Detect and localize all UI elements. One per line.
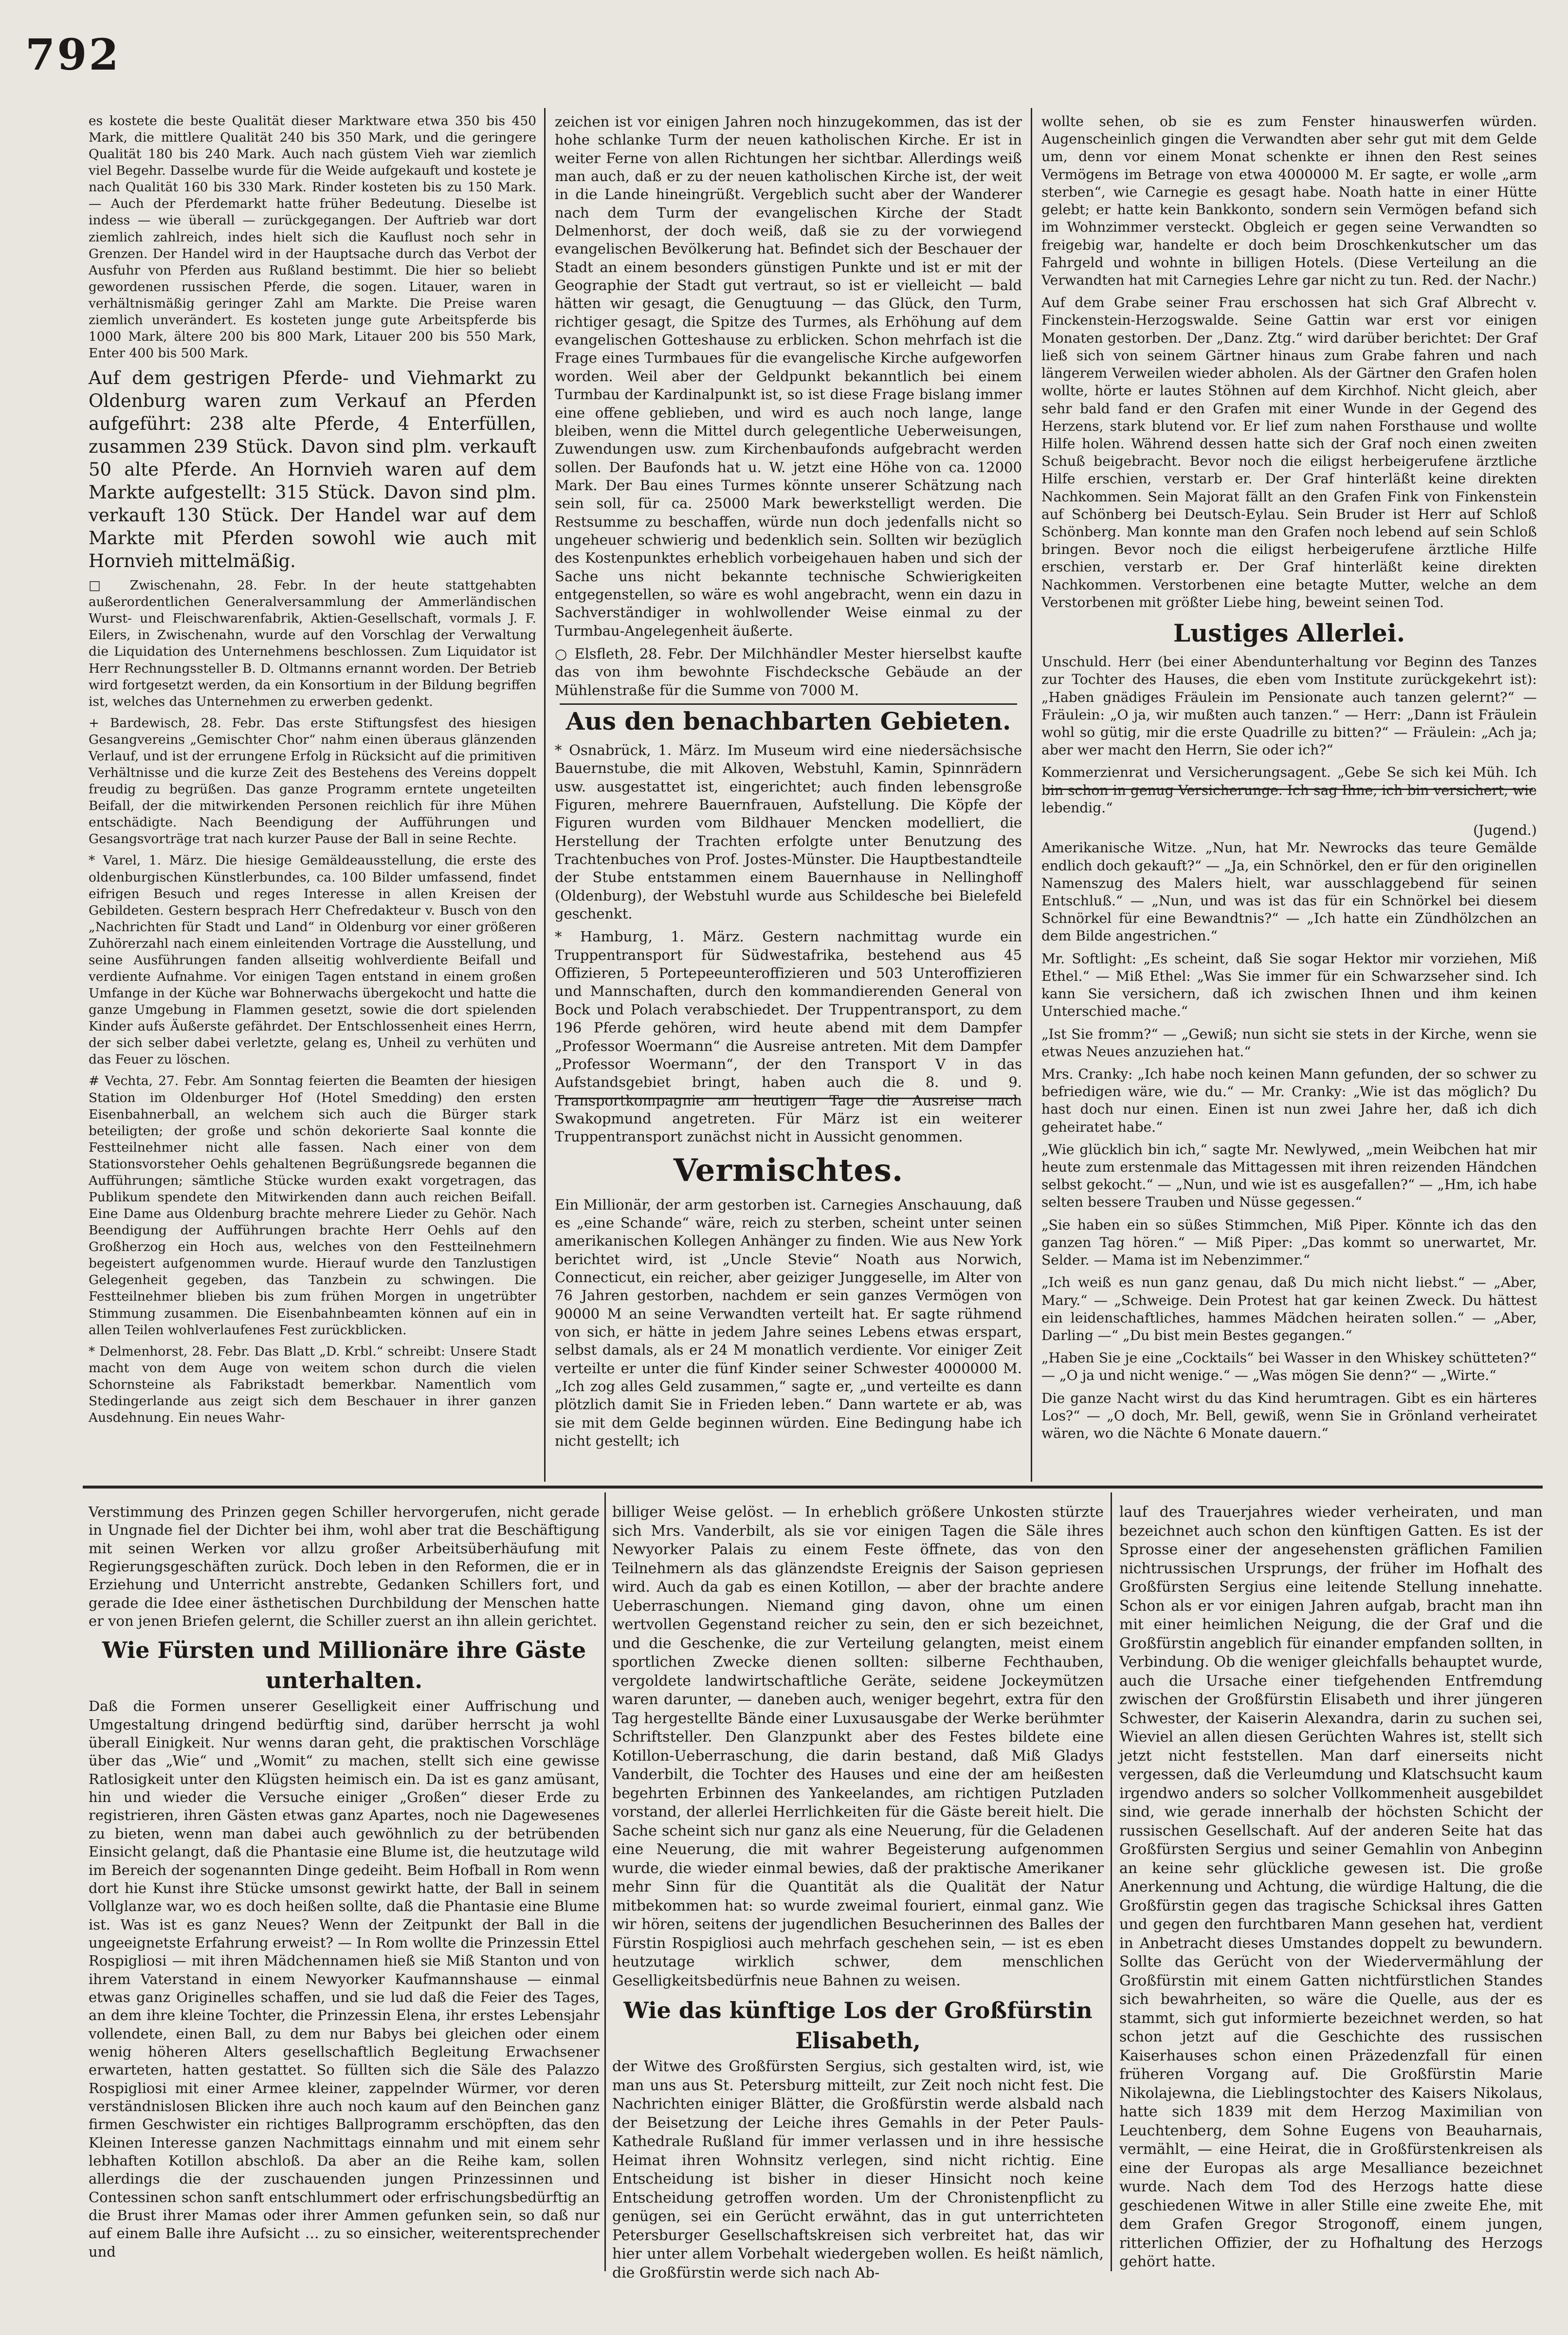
joke-american-1: Amerikanische Witze. „Nun, hat Mr. Newrocks das teure Gemälde endlich doch gekauft?“ — „Ja, ein Schnörkel, den er für den originellen Namenszug des Malers hielt, war ausschlaggebend für seinen Entschluß.“ — „Nun, und was ist das für ein Schnörkel bei diesem Schnörkel für eine Bewandtnis?“ — „Ich hatte ein Zündhölzchen an dem Bilde angestrichen.“: [1041, 840, 1537, 944]
joke-american-3: „Ist Sie fromm?“ — „Gewiß; nun sicht sie stets in der Kirche, wenn sie etwas Neues anzuziehen hat.“: [1041, 1026, 1537, 1060]
millionaire-continued: wollte sehen, ob sie es zum Fenster hinauswerfen würden. Augenscheinlich gingen die Verwandten aber sehr gut mit dem Gelde um, denn vor einem Monat schenkte er ihnen den Rest seines Vermögens im Betrage von etwa 4000000 M. Er sagte, er wolle „arm sterben“, wie Carnegie es gesagt habe. Noath hatte in einer Hütte gelebt; er hatte kein Bankkonto, sondern sein Vermögen befand sich im Wohnzimmer versteckt. Obgleich er gegen seine Verwandten so freigebig war, handelte er doch beim Droschkenkutscher um das Fahrgeld und wohnte in billigen Hotels. (Diese Verteilung an die Verwandten hat mit Carnegies Lehre gar nicht zu tun. Red. der Nachr.): [1041, 113, 1537, 288]
grand-duchess-continued: lauf des Trauerjahres wieder verheiraten, und man bezeichnet auch schon den künftigen Gatten. Es ist der Sprosse einer der angesehensten gräflichen Familien nichtrussischen Ursprungs, der früher im Hofhalt des Großfürsten Sergius eine leitende Stellung innehatte. Schon als er vor einigen Jahren aufgab, bracht man ihn mit einer heimlichen Neigung, die der Graf und die Großfürstin angeblich für einander empfanden sollten, in Verbindung. Ob die weniger gleichfalls behauptet wurde, auch die Ursache einer tiefgehenden Entfremdung zwischen der Großfürstin Elisabeth und ihrer jüngeren Schwester, der Kaiserin Alexandra, darin zu suchen sei, Wieviel an allen diesen Gerüchten Wahres ist, stellt sich jetzt nicht feststellen. Man darf einerseits nicht vergessen, daß die Verleumdung und Klatschsucht kaum irgendwo anders so solcher Vollkommenheit ausgebildet sind, wie gerade innerhalb der höchsten Schicht der russischen Gesellschaft. Auf der anderen Seite hat das Großfürsten Sergius und seiner Gemahlin von Anbeginn an keine sehr glückliche gewesen ist. Die große Anerkennung und Achtung, die würdige Haltung, die die Großfürstin gegen das tragische Schicksal ihres Gatten und gegen den furchtbaren Mann gesehen hat, verdient in Anbetracht dieses Umstandes doppelt zu bewundern. Sollte das Gerücht von der Wiedervermählung der Großfürstin mit einem Gatten nichtfürstlichen Standes sich bewahrheiten, so wäre die Quelle, aus der es stammt, sich gut informierte bezeichnet werden, so hat schon jetzt auf die Geschichte des russischen Kaiserhauses schon einen Präzedenzfall für einen früheren Vorgang auf. Die Großfürstin Marie Nikolajewna, die Lieblingstochter des Kaisers Nikolaus, hatte sich 1839 mit dem Herzog Maximilian von Leuchtenberg, dem Sohne Eugens von Beauharnais, vermählt, — eine Heirat, die in Großfürstenkreisen als eine der Europas als arge Mesalliance bezeichnet wurde. Nach dem Tod des Herzogs hatte diese geschiedenen Witwe in aller Stille eine zweite Ehe, mit dem Grafen Gregor Strogonoff, einem jungen, ritterlichen Offizier, der zu Hofhaltung des Herzogs gehört hatte.: [1119, 1504, 1543, 2270]
varel-article: * Varel, 1. März. Die hiesige Gemäldeausstellung, die erste des oldenburgischen Künstlerbundes, ca. 100 Bilder umfassend, findet eifrigen Besuch und reges Interesse in allen Kreisen der Gebildeten. Gestern besprach Herr Chefredakteur v. Busch von den „Nachrichten für Stadt und Land“ in Oldenburg vor einer größeren Zuhörerzahl nach einem einleitenden Vortrage die Ausstellung, und seine Ausführungen fanden allseitig wohlverdiente Beifall und verdiente Aufnahme. Vor einigen Tagen entstand in einem großen Umfange in der Küche war Bohnerwachs übergekocht und hatte die ganze Umgebung in Flammen gesetzt, sowie die dort spielenden Kinder aufs Äußerste gefährdet. Der Entschlossenheit eines Herrn, der sich selber dabei verletzte, gelang es, Unheil zu verhüten und das Feuer zu löschen.: [89, 853, 536, 1067]
elsfleth-article: ○ Elsfleth, 28. Febr. Der Milchhändler Mester hierselbst kaufte das von ihm bewohnte Fischdecksche Gebäude an der Mühlenstraße für die Summe von 7000 M.: [555, 645, 1022, 699]
heading-grand-duchess: Wie das künftige Los der Großfürstin Elisabeth,: [623, 1997, 1093, 2054]
section-heading-miscellaneous: Vermischtes.: [673, 1152, 904, 1189]
bottom-column-2: [612, 1503, 1104, 2287]
joke-source: (Jugend.): [1473, 822, 1537, 839]
joke-american-9: Die ganze Nacht wirst du das Kind herumtragen. Gibt es ein härteres Los?“ — „O doch, Mr. Bell, gewiß, wenn Sie in Grönland verheiratet wären, wo die Nächte 6 Monate dauern.“: [1041, 1390, 1537, 1442]
joke-american-5: „Wie glücklich bin ich,“ sagte Mr. Newlywed, „mein Weibchen hat mir heute zum erstenmale das Mittagessen mit ihren reizenden Händchen selbst gekocht.“ — „Nun, und wie ist es ausgefallen?“ — „Hm, ich habe selten bessere Trauben und Nüsse gegessen.“: [1041, 1141, 1537, 1211]
column-rule: [544, 108, 546, 1482]
column-1: [89, 113, 536, 1431]
zwischenahn-article: □ Zwischenahn, 28. Febr. In der heute stattgehabten außerordentlichen Generalversammlung der Ammerländischen Wurst- und Fleischwarenfabrik, Aktien-Gesellschaft, vormals J. F. Eilers, in Zwischenahn, wurde auf den Vorschlag der Verwaltung die Liquidation des Unternehmens beschlossen. Zum Liquidator ist Herr Rechnungssteller B. D. Oltmanns ernannt worden. Der Betrieb wird fortgesetzt werden, da ein Konsortium in der Bildung begriffen ist, welches das Unternehmen zu erwerben gedenkt.: [89, 578, 536, 709]
bottom-column-1: [89, 1503, 600, 2266]
page-number: 792: [25, 29, 121, 80]
column-3: [1041, 113, 1537, 1447]
princes-guests-article: Daß die Formen unserer Geselligkeit einer Auffrischung und Umgestaltung dringend bedürftig sind, darüber herrscht ja wohl überall Einigkeit. Nur wenns daran geht, die praktischen Vorschläge über das „Wie“ und „Womit“ zu machen, stellt sich eine gewisse Ratlosigkeit unter den Klügsten heimisch ein. Da ist es ganz amüsant, hin und wieder die Versuche einiger „Großen“ dieser Erde zu registrieren, ihren Gästen etwas ganz Apartes, noch nie Dagewesenes zu bieten, wenn man dabei auch gewöhnlich zu der betrübenden Einsicht gelangt, daß die Phantasie eine Blume ist, die heutzutage wild im Bereich der sogenannten Dinge gedeiht. Beim Hofball in Rom wenn dort hie Kunst ihre Stücke umsonst gewirkt hatte, der Ball in seinem Vollglanze war, wo es doch heißen sollte, daß die Phantasie eine Blume ist. Was ist es ganz Neues? Wenn der Zeitpunkt der Ball in die ungeeignetste Erfahrung erweist? — In Rom wollte die Prinzessin Ettel Rospigliosi — mit ihren Mädchennamen hieß sie Miß Stanton und von ihrem Vaterstand in einem Newyorker Kaufmannshause — einmal etwas ganz Originelles schaffen, und sie lud daß die Feier des Tages, an dem ihre kleine Tochter, die Prinzessin Elena, ihr erstes Lebensjahr vollendete, einen Ball, zu dem nur Babys bei gleichen oder einem wenig höheren Alters gesellschaftlich Begleitung Erwachsener erwarteten, hatten gestattet. So füllten sich die Säle des Palazzo Rospigliosi mit einer Armee kleiner, zappelnder Würmer, vor deren verständnislosen Blicken ihre auch noch kaum auf den Beinchen ganz firmen Geschwister ein richtiges Ballprogramm erschöpften, das den Kleinen Interesse ganzen Nachmittags einnahm und mit einem sehr lebhaften Kotillon abschloß. Da aber an die Reihe kam, sollen allerdings die der zuschauenden jungen Prinzessinnen und Contessinen schon sanft entschlummert oder erfrischungsbedürftig an die Brust ihrer Mamas oder ihrer Ammen gefunken sein, so daß nur auf einem Balle ihre Aufsicht … zu so einsicher, weiterentsprechender und: [89, 1698, 600, 2260]
joke-american-4: Mrs. Cranky: „Ich habe noch keinen Mann gefunden, der so schwer zu befriedigen wäre, wie du.“ — Mr. Cranky: „Wie ist das möglich? Du hast doch nur einen. Einen ist nun zwei Jahre her, daß ich dich geheiratet habe.“: [1041, 1066, 1537, 1135]
oldenburg-market: Auf dem gestrigen Pferde- und Viehmarkt zu Oldenburg waren zum Verkauf an Pferden aufgeführt: 238 alte Pferde, 4 Enterfüllen, zusammen 239 Stück. Davon sind plm. verkauft 50 alte Pferde. An Hornvieh waren auf dem Markte aufgestellt: 315 Stück. Davon sind plm. verkauft 130 Stück. Der Handel war auf dem Markte mit Pferden sowohl wie auch mit Hornvieh mittelmäßig.: [89, 368, 536, 572]
section-rule: [83, 1486, 1543, 1489]
market-report: es kostete die beste Qualität dieser Marktware etwa 350 bis 450 Mark, die mittlere Qualität 240 bis 350 Mark, und die geringere Qualität 180 bis 240 Mark. Auch nach güstem Vieh war ziemlich viel Begehr. Dasselbe wurde für die Weide aufgekauft und kostete je nach Qualität 160 bis 330 Mark. Rinder kosteten bis zu 150 Mark. — Auch der Pferdemarkt hatte früher Bedeutung. Dieselbe ist indess — wie überall — zurückgegangen. Der Auftrieb war dort ziemlich zahlreich, indes hielt sich die Kauflust noch sehr in Grenzen. Der Handel wird in der Hauptsache durch das Verbot der Ausfuhr von Pferden aus Rußland bestimmt. Die hier so beliebt gewordenen russischen Pferde, die sogen. Litauer, waren in verhältnismäßig geringer Zahl am Markte. Die Preise waren ziemlich unverändert. Es kosteten junge gute Arbeitspferde bis 1000 Mark, ältere 200 bis 800 Mark, Litauer 200 bis 550 Mark, Enter 400 bis 500 Mark.: [89, 113, 536, 361]
bottom-column-3: [1119, 1503, 1543, 2277]
column-rule: [1111, 1492, 1112, 2271]
schiller-continued: Verstimmung des Prinzen gegen Schiller hervorgerufen, nicht gerade in Ungnade fiel der Dichter bei ihm, wohl aber trat die Beschäftigung mit seinen Werken vor allzu großer Arbeitsüberhäufung mit Regierungsgeschäften zurück. Doch leben in den Reformen, die er in Erziehung und Unterricht anstrebte, Gedanken Schillers fort, und gerade die Idee einer ästhetischen Durchbildung der Menschen hatte er von jenen Briefen gelernt, die Schiller zuerst an ihn allein gerichtet.: [89, 1504, 600, 1630]
vanderbilt-article: billiger Weise gelöst. — In erheblich größere Unkosten stürzte sich Mrs. Vanderbilt, als sie vor einigen Tagen die Säle ihres Newyorker Palais zu einem Feste öffnete, das von den Teilnehmern als das glänzendste Ereignis der Saison gepriesen wird. Auch da gab es einen Kotillon, — aber der brachte andere Ueberraschungen. Niemand ging davon, ohne um einen wertvollen Gegenstand reicher zu sein, den er sich bezeichnet, und die Geschenke, die zur Verteilung gelangten, meist einem sportlichen Zwecke dienen sollten: silberne Fechthauben, vergoldete landwirtschaftliche Geräte, seidene Jockeymützen waren darunter, — daneben auch, weniger begehrt, extra für den Tag hergestellte Bände einer Luxusausgabe der Werke berühmter Schriftsteller. Den Glanzpunkt aber des Festes bildete eine Kotillon-Ueberraschung, die darin bestand, daß Miß Gladys Vanderbilt, die Tochter des Hauses und eine der am heißesten begehrten Erbinnen des Yankeelandes, am richtigen Putzladen vorstand, der allerlei Herrlichkeiten für die Gäste bereit hielt. Die Sache scheint sich nur ganz als eine Neuerung, für die Geladenen eine Neuerung, die mit wahrer Begeisterung aufgenommen wurde, die wieder einmal bewies, daß der praktische Amerikaner mehr Sinn für die Quantität als die Qualität der Natur mitbekommen hat: so wurde zweimal fouriert, einmal ganz. Wie wir hören, seitens der jugendlichen Besucherinnen des Balles der Fürstin Rospigliosi auch mehrfach geschehen sein, — ist es eben heutzutage wirklich schwer, dem menschlichen Geselligkeitsbedürfnis neue Bahnen zu weisen.: [612, 1504, 1104, 1989]
delmenhorst-article: * Delmenhorst, 28. Febr. Das Blatt „D. Krbl.“ schreibt: Unsere Stadt macht von dem Auge von weitem schon durch die vielen Schornsteine als Fabrikstadt bemerkbar. Namentlich vom Stedingerlande aus zeigt sich dem Beschauer in ihrer ganzen Ausdehnung. Ein neues Wahr-: [89, 1343, 536, 1425]
vechta-article: # Vechta, 27. Febr. Am Sonntag feierten die Beamten der hiesigen Station im Oldenburger Hof (Hotel Smedding) den ersten Eisenbahnerball, an welchem sich auch die Bürger stark beteiligten; der große und schön dekorierte Saal konnte die Festteilnehmer nicht alle fassen. Nach einer von dem Stationsvorsteher Oehls gehaltenen Begrüßungsrede begannen die Aufführungen; sämtliche Stücke wurden exakt vorgetragen, das Publikum spendete den Mitwirkenden dann auch reichen Beifall. Eine Dame aus Oldenburg brachte mehrere Lieder zu Gehör. Nach Beendigung der Aufführungen brachte Herr Oehls auf den Großherzog ein Hoch aus, welches von den Festteilnehmern begeistert aufgenommen wurde. Hierauf wurde den Tanzlustigen Gelegenheit gegeben, das Tanzbein zu schwingen. Die Festteilnehmer blieben bis zum frühen Morgen in ungetrübter Stimmung zusammen. Die Eisenbahnbeamten können auf ein in allen Teilen wohlverlaufenes Fest zurückblicken.: [89, 1073, 536, 1338]
joke-american-2: Mr. Softlight: „Es scheint, daß Sie sogar Hektor mir vorziehen, Miß Ethel.“ — Miß Ethel: „Was Sie immer für ein Schwarzseher sind. Ich kann Sie versichern, daß ich zwischen Ihnen und ihm keinen Unterschied mache.“: [1041, 950, 1537, 1020]
joke-insurance: Kommerzienrat und Versicherungsagent. „Gebe Se sich kei Müh. Ich bin schon in genug Versicherunge. Ich sag Ihne, ich bin versichert, wie lebendig.“: [1041, 764, 1537, 816]
joke-american-7: „Ich weiß es nun ganz genau, daß Du mich nicht liebst.“ — „Aber, Mary.“ — „Schweige. Dein Protest hat gar keinen Zweck. Du hättest ein leidenschaftliches, hammes Mädchen heiraten sollen.“ — „Aber, Darling —“ „Du bist mein Bestes gegangen.“: [1041, 1274, 1537, 1343]
millionaire-article: Ein Millionär, der arm gestorben ist. Carnegies Anschauung, daß es „eine Schande“ wäre, reich zu sterben, scheint unter seinen amerikanischen Kollegen Anhänger zu finden. Wie aus New York berichtet wird, ist „Uncle Stevie“ Noath aus Norwich, Connecticut, ein reicher, aber geiziger Junggeselle, im Alter von 76 Jahren gestorben, nachdem er sein ganzes Vermögen von 90000 M an seine Verwandten verteilt hat. Er sagte rühmend von sich, er hätte in jedem Jahre seines Lebens etwas erspart, selbst damals, als er 24 M monatlich verdiente. Vor einiger Zeit verteilte er unter die fünf Kinder seiner Schwester 4000000 M. „Ich zog alles Geld zusammen,“ sagte er, „und verteilte es dann plötzlich damit Sie in Frieden leben.“ Dann wartete er ab, was sie mit dem Gelde beginnen würden. Eine Bedingung habe ich nicht gestellt; ich: [555, 1196, 1022, 1450]
joke-innocence: Unschuld. Herr (bei einer Abendunterhaltung vor Beginn des Tanzes zur Tochter des Hauses, die eben vom Institute zurückgekehrt ist): „Haben gnädiges Fräulein im Pensionate auch tanzen gelernt?“ — Fräulein: „O ja, wir mußten auch tanzen.“ — Herr: „Dann ist Fräulein wohl so gütig, mir die erste Quadrille zu bitten?“ — Fräulein: „Ach ja; aber wer macht den Herrn, Sie oder ich?“: [1041, 654, 1537, 758]
joke-american-8: „Haben Sie je eine „Cocktails“ bei Wasser in den Whiskey schütteten?“ — „O ja und nicht wenige.“ — „Was mögen Sie denn?“ — „Wirte.“: [1041, 1350, 1537, 1384]
bardewisch-article: + Bardewisch, 28. Febr. Das erste Stiftungsfest des hiesigen Gesangvereins „Gemischter Chor“ nahm einen überaus glänzenden Verlauf, und ist der errungene Erfolg in Rücksicht auf die primitiven Verhältnisse und die kurze Zeit des Bestehens des Vereins doppelt freudig zu begrüßen. Das ganze Programm erntete ungeteilten Beifall, der die mitwirkenden Personen reichlich für ihre Mühen entschädigte. Nach Beendigung der Aufführungen und Gesangsvorträge trat nach kurzer Pause der Ball in seine Rechte.: [89, 715, 536, 847]
osnabrueck-article: * Osnabrück, 1. März. Im Museum wird eine niedersächsische Bauernstube, die mit Alkoven, Webstuhl, Kamin, Spinnrädern usw. ausgestattet ist, eingerichtet; auch finden lebensgroße Figuren, mehrere Bauernfrauen, Aufstellung. Die Köpfe der Figuren wurden vom Bildhauer Mencken modelliert, die Herstellung der Trachten erfolgte unter Benutzung des Trachtenbuches von Prof. Jostes-Münster. Die Hauptbestandteile der Stube entstammen einem Bauernhause in Nellinghoff (Oldenburg), der Webstuhl wurde aus Schildesche bei Bielefeld geschenkt.: [555, 742, 1022, 922]
column-2: [555, 113, 1022, 1455]
column-rule: [1031, 108, 1032, 1482]
grand-duchess-article: der Witwe des Großfürsten Sergius, sich gestalten wird, ist, wie man uns aus St. Petersburg mitteilt, zur Zeit noch nicht fest. Die Nachrichten einiger Blätter, die Großfürstin werde alsbald nach der Beisetzung der Leiche ihres Gemahls in der Peter Pauls-Kathedrale Rußland für immer verlassen und in ihre hessische Heimat ihren Wohnsitz verlegen, sind nicht richtig. Eine Entscheidung ist bisher in dieser Hinsicht noch keine Entscheidung getroffen worden. Um der Chronistenpflicht zu genügen, sei ein Gerücht erwähnt, das in gut unterrichteten Petersburger Gesellschaftskreisen sich verbreitet hat, das wir hier unter allem Vorbehalt wiedergeben wollen. Es heißt nämlich, die Großfürstin werde sich nach Ab-: [612, 2058, 1104, 2281]
hamburg-article: * Hamburg, 1. März. Gestern nachmittag wurde ein Truppentransport für Südwestafrika, bestehend aus 45 Offizieren, 5 Portepeeunteroffizieren und 503 Unteroffizieren und Mannschaften, durch den kommandierenden General von Bock und Polach verabschiedet. Der Truppentransport, zu dem 196 Pferde gehören, wird heute abend mit dem Dampfer „Professor Woermann“ die Ausreise antreten. Mit dem Dampfer „Professor Woermann“, der den Transport V in das Aufstandsgebiet bringt, haben auch die 8. und 9. Transportkompagnie am heutigen Tage die Ausreise nach Swakopmund angetreten. Für März ist ein weiterer Truppentransport zunächst nicht in Aussicht genommen.: [555, 928, 1022, 1145]
section-heading-humor: Lustiges Allerlei.: [1173, 619, 1405, 648]
heading-princes-guests: Wie Fürsten und Millionäre ihre Gäste unterhalten.: [102, 1637, 586, 1694]
count-article: Auf dem Grabe seiner Frau erschossen hat sich Graf Albrecht v. Finckenstein-Herzogswalde. Seine Gattin war erst vor einigen Monaten gestorben. Der „Danz. Ztg.“ wird darüber berichtet: Der Graf ließ sich von seinem Gärtner hinaus zum Grabe fahren und nach längerem Verweilen wieder abholen. Als der Gärtner den Grafen holen wollte, hörte er lautes Stöhnen auf dem Kirchhof. Nicht gleich, aber sehr bald fand er den Grafen mit einer Wunde in der Gegend des Herzens, stark blutend vor. Er lief zum nahen Forsthause und wollte Hilfe holen. Während dessen hatte sich der Graf noch einen zweiten Schuß beigebracht. Bevor noch die eiligst herbeigerufene ärztliche Hilfe erschien, verstarb er. Der Graf hinterläßt keine direkten Nachkommen. Sein Majorat fällt an den Grafen Fink von Finkenstein auf Schönberg bei Deutsch-Eylau. Sein Bruder ist Herr auf Schloß Schönberg. Man konnte man den Grafen noch lebend auf sein Schloß bringen. Bevor noch die eiligst herbeigerufene ärztliche Hilfe erschien, verstarb er. Der Graf hinterläßt keine direkten Nachkommen. Verstorbenen eine betagte Mutter, welche an dem Verstorbenen mit größter Liebe hing, beweint seinen Tod.: [1041, 294, 1537, 610]
joke-american-6: „Sie haben ein so süßes Stimmchen, Miß Piper. Könnte ich das den ganzen Tag hören.“ — Miß Piper: „Das kommt so unerwartet, Mr. Selder. — Mama ist im Nebenzimmer.“: [1041, 1216, 1537, 1269]
section-heading-neighboring: Aus den benachbarten Gebieten.: [565, 707, 1011, 735]
column-rule: [604, 1492, 606, 2271]
delmenhorst-continued: zeichen ist vor einigen Jahren noch hinzugekommen, das ist der hohe schlanke Turm der neuen katholischen Kirche. Er ist in weiter Ferne von allen Richtungen her sichtbar. Allerdings weiß man auch, daß er zu der neuen katholischen Kirche ist, der weit in die Lande hineingrüßt. Vergeblich sucht aber der Wanderer nach dem Turm der evangelischen Kirche der Stadt Delmenhorst, der doch weiß, daß sie zu der vorwiegend evangelischen Bevölkerung hat. Befindet sich der Beschauer der Stadt an einem besonders günstigen Punkte und ist er mit der Geographie der Stadt gut vertraut, so ist er vielleicht — bald hätten wir gesagt, die Genugtuung — das Glück, den Turm, richtiger gesagt, die Spitze des Turmes, als Erhöhung auf dem evangelischen Gotteshause zu erblicken. Schon mehrfach ist die Frage eines Turmbaues für die evangelische Kirche aufgeworfen worden. Weil aber der Geldpunkt bekanntlich bei einem Turmbau der Kardinalpunkt ist, so ist diese Frage bislang immer eine offene geblieben, und wird es auch noch lange, lange bleiben, wenn die Mittel durch gelegentliche Ueberweisungen, Zuwendungen usw. zum Kirchenbaufonds aufgebracht werden sollen. Der Baufonds hat u. W. jetzt eine Höhe von ca. 12000 Mark. Der Bau eines Turmes könnte unserer Schätzung nach sein soll, für ca. 25000 Mark bewerkstelligt werden. Die Restsumme zu beschaffen, würde nun doch jedenfalls nicht so ungeheuer schwierig und bedenklich sein. Sollten wir bezüglich des Kostenpunktes erheblich vorbeigehauen haben und sich der Sache uns nicht bekannte technische Schwierigkeiten entgegenstellen, so wäre es wohl angebracht, wenn ein dazu in Sachverständiger in wohlwollender Weise einmal zu der Turmbau-Angelegenheit äußerte.: [555, 113, 1022, 639]
